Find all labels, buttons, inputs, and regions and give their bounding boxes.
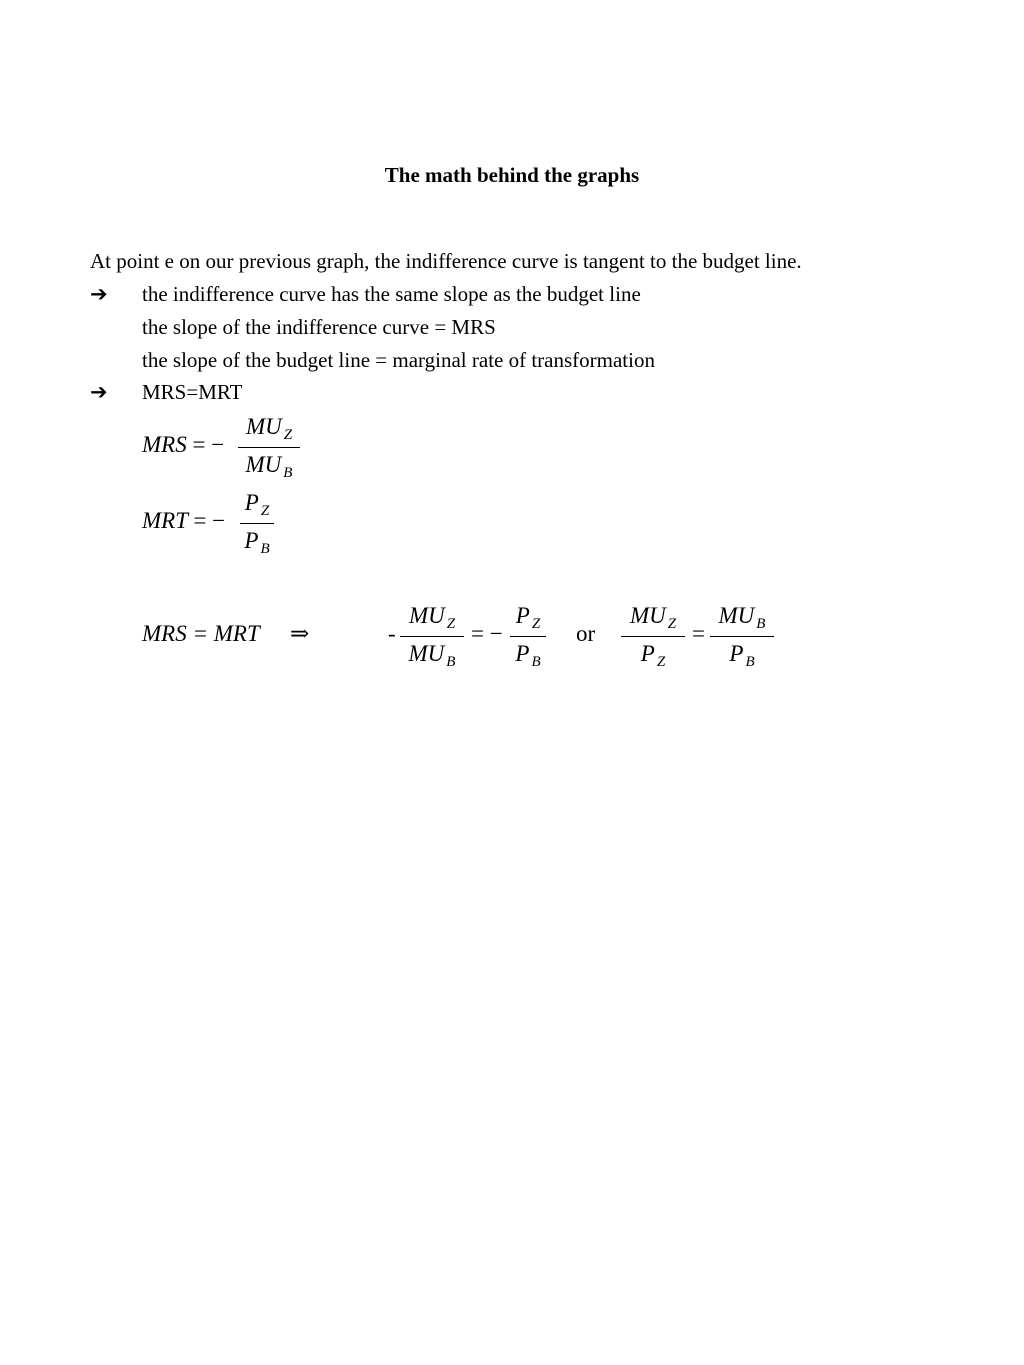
fraction-bar [240,523,274,524]
numerator-subscript: Z [446,616,456,632]
denominator-subscript: B [283,465,293,481]
numerator-subscript: Z [667,616,677,632]
denominator-main: P [515,641,530,666]
arrow-right-icon: ➔ [90,282,108,306]
implies-icon: ⇒ [290,621,310,646]
denominator-main: P [729,641,744,666]
numerator-main: P [244,490,259,515]
combined-equals: = [692,621,705,646]
fraction-mu-ratio [400,603,464,670]
arrow-right-icon: ➔ [90,380,108,404]
numerator-subscript: Z [531,616,541,632]
numerator-main: MU [408,603,445,628]
equation-combined-lhs: MRS = MRT [142,621,260,646]
fraction-denominator [400,641,464,670]
fraction-numerator [240,490,274,519]
fraction-bar [621,636,685,637]
fraction-mrt [240,490,274,557]
numerator-main: MU [629,603,666,628]
fraction-mu-z-over-p-z [621,603,685,670]
fraction-numerator [710,603,774,632]
numerator-main: P [515,603,530,628]
page-title: The math behind the graphs [384,163,640,187]
fraction-numerator [400,603,464,632]
denominator-subscript: B [446,654,456,670]
denominator-subscript: B [531,654,541,670]
denominator-subscript: B [745,654,755,670]
denominator-main: MU [245,452,282,477]
combined-minus-sign: - [388,621,396,646]
or-word: or [576,621,596,646]
equation-mrs-lhs: MRS [142,432,187,457]
fraction-bar [238,447,300,448]
fraction-denominator [710,641,774,670]
equation-mrt-lhs: MRT [142,508,188,533]
denominator-main: MU [408,641,445,666]
fraction-mrs [238,414,300,481]
bullet-line-slope-indifference: the slope of the indifference curve = MRS [142,315,496,339]
equation-mrt [142,508,225,534]
fraction-denominator [238,452,300,481]
fraction-denominator [621,641,685,670]
fraction-price-ratio [510,603,546,670]
denominator-main: P [244,528,259,553]
numerator-main: MU [718,603,755,628]
denominator-subscript: B [260,541,270,557]
bullet-line-mrs-mrt: MRS=MRT [142,380,243,404]
numerator-main: MU [245,414,282,439]
intro-text: At point e on our previous graph, the indifference curve is tangent to the budget line. [90,249,802,273]
equation-mrs-equals-minus: = − [192,432,225,457]
fraction-denominator [510,641,546,670]
fraction-numerator [238,414,300,443]
numerator-subscript: B [756,616,766,632]
numerator-subscript: Z [283,427,293,443]
fraction-bar [400,636,464,637]
fraction-numerator [510,603,546,632]
numerator-subscript: Z [260,503,270,519]
bullet-line-same-slope: the indifference curve has the same slope as the budget line [142,282,641,306]
fraction-mu-b-over-p-b [710,603,774,670]
denominator-subscript: Z [656,654,666,670]
combined-equals-minus: = − [471,621,503,646]
fraction-denominator [240,528,274,557]
equation-mrt-equals-minus: = − [193,508,226,533]
fraction-numerator [621,603,685,632]
denominator-main: P [640,641,655,666]
fraction-bar [510,636,546,637]
equation-mrs [142,432,224,458]
bullet-line-slope-budget: the slope of the budget line = marginal rate of transformation [142,348,655,372]
fraction-bar [710,636,774,637]
